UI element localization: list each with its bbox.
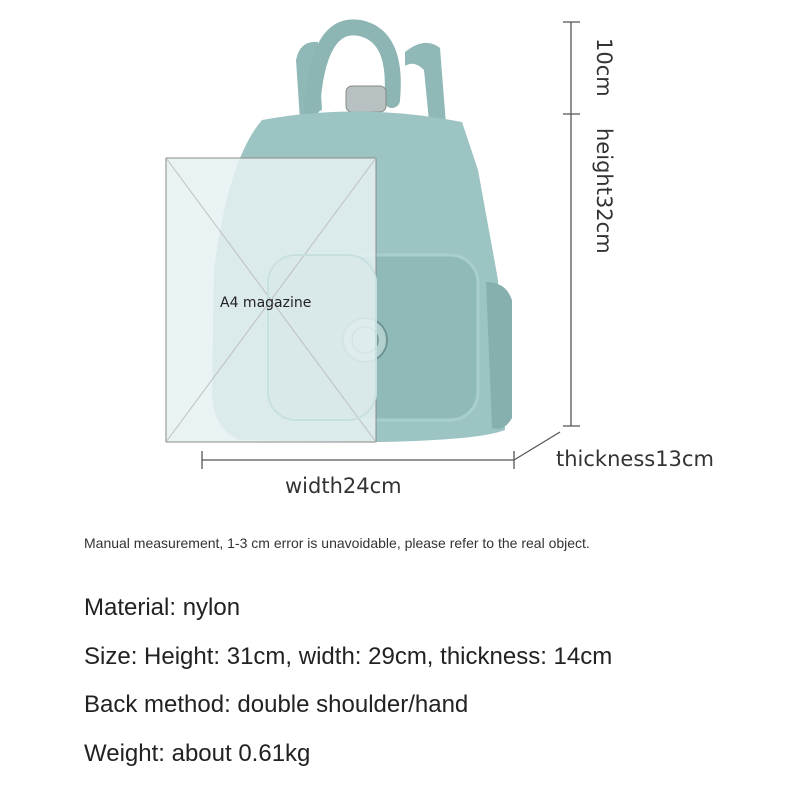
spec-back-method: Back method: double shoulder/hand [84, 691, 469, 718]
thickness-label: thickness13cm [556, 447, 714, 471]
measurement-note: Manual measurement, 1-3 cm error is unavoidable, please refer to the real object. [84, 535, 590, 551]
spec-weight: Weight: about 0.61kg [84, 740, 311, 767]
spec-material: Material: nylon [84, 594, 241, 621]
zipper-hardware [346, 86, 386, 112]
width-label: width24cm [285, 474, 402, 498]
height-label: height32cm [592, 128, 616, 254]
thickness-dimension-line [514, 432, 560, 460]
a4-magazine-label: A4 magazine [220, 295, 312, 311]
spec-size: Size: Height: 31cm, width: 29cm, thickness: 14cm [84, 643, 613, 670]
top-segment-label: 10cm [592, 38, 616, 97]
